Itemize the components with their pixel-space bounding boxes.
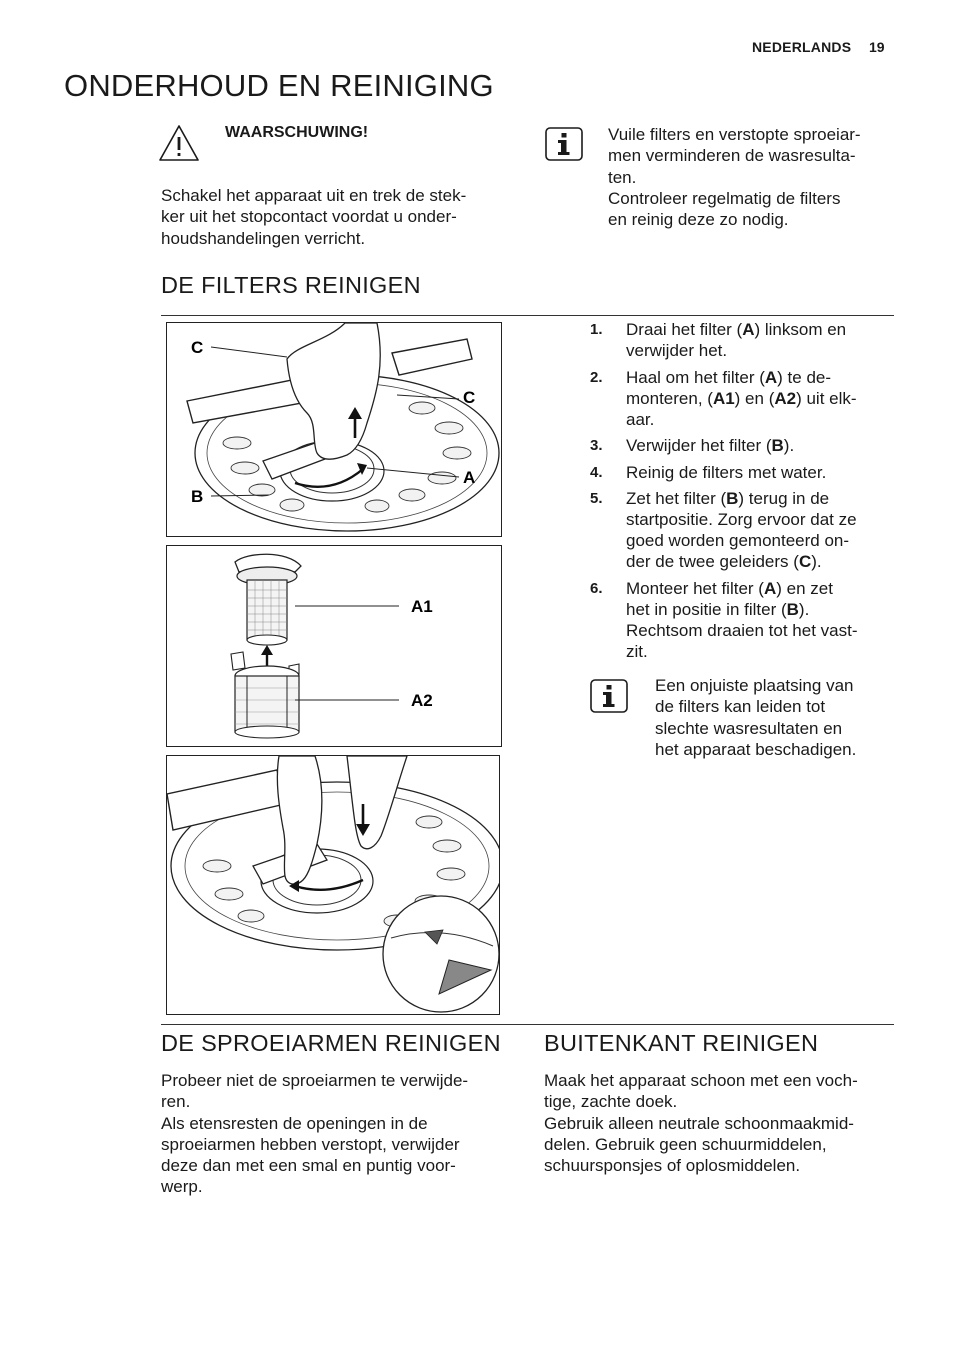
figure-filter-install xyxy=(166,755,500,1015)
warning-heading: WAARSCHUWING! xyxy=(225,124,369,141)
label-a2: A2 xyxy=(411,691,433,710)
page-number: 19 xyxy=(869,39,885,55)
filters-info-text: Een onjuiste plaatsing van de filters kan leiden tot slechte wasresultaten en het apparaat beschadigen. xyxy=(655,676,857,759)
bottom-rule xyxy=(161,1024,894,1025)
label-a: A xyxy=(463,468,476,487)
filters-title: DE FILTERS REINIGEN xyxy=(161,272,421,298)
label-a1: A1 xyxy=(411,597,433,616)
label-b: B xyxy=(191,487,204,506)
warning-icon xyxy=(158,124,200,162)
figure-filter-removal xyxy=(166,322,502,537)
exterior-title: BUITENKANT REINIGEN xyxy=(544,1030,819,1056)
step-3: 3. Verwijder het filter (B). xyxy=(590,436,795,455)
figure-filter-parts xyxy=(166,545,502,747)
spray-arms-text: Probeer niet de sproeiarmen te verwijde- ren. Als etensresten de openingen in de sproeiarmen hebben verstopt, verwijder deze dan met een smal en puntig voor- werp. xyxy=(161,1071,469,1197)
spray-arms-title: DE SPROEIARMEN REINIGEN xyxy=(161,1030,501,1056)
exterior-text: Maak het apparaat schoon met een voch- tige, zachte doek. Gebruik alleen neutrale schoonmaakmid- delen. Gebruik geen schuurmiddelen, schuursponsjes of oplosmiddelen. xyxy=(544,1071,858,1176)
info-icon xyxy=(590,679,628,713)
label-c-right: C xyxy=(463,388,476,407)
page-title: ONDERHOUD EN REINIGING xyxy=(64,68,494,103)
step-2: 2. Haal om het filter (A) te de- monteren, (A1) en (A2) uit elk- aar. xyxy=(590,367,857,429)
figure-filter-removal-drawing xyxy=(167,323,501,536)
filter-steps-list xyxy=(590,319,890,667)
info-icon xyxy=(545,127,583,161)
header-language: NEDERLANDS xyxy=(752,39,852,55)
warning-text: Schakel het apparaat uit en trek de stek- ker uit het stopcontact voordat u onder- houdshandelingen verricht. xyxy=(161,186,467,248)
figure-filter-install-drawing xyxy=(167,756,499,1014)
step-4: 4. Reinig de filters met water. xyxy=(590,462,827,482)
step-5: 5. Zet het filter (B) terug in de startpositie. Zorg ervoor dat ze goed worden gemonteerd on- der de twee geleiders (C). xyxy=(590,489,857,571)
step-6: 6. Monteer het filter (A) en zet het in positie in filter (B). Rechtsom draaien tot het vast- zit. xyxy=(590,578,858,661)
label-c-left: C xyxy=(191,338,204,357)
info-top-text: Vuile filters en verstopte sproeiar- men verminderen de wasresulta- ten. Controleer regelmatig de filters en reinig deze zo nodig. xyxy=(608,125,861,230)
figure-filter-parts-drawing xyxy=(167,546,501,746)
filters-rule xyxy=(161,315,894,316)
step-1: 1. Draai het filter (A) linksom en verwijder het. xyxy=(590,320,847,360)
